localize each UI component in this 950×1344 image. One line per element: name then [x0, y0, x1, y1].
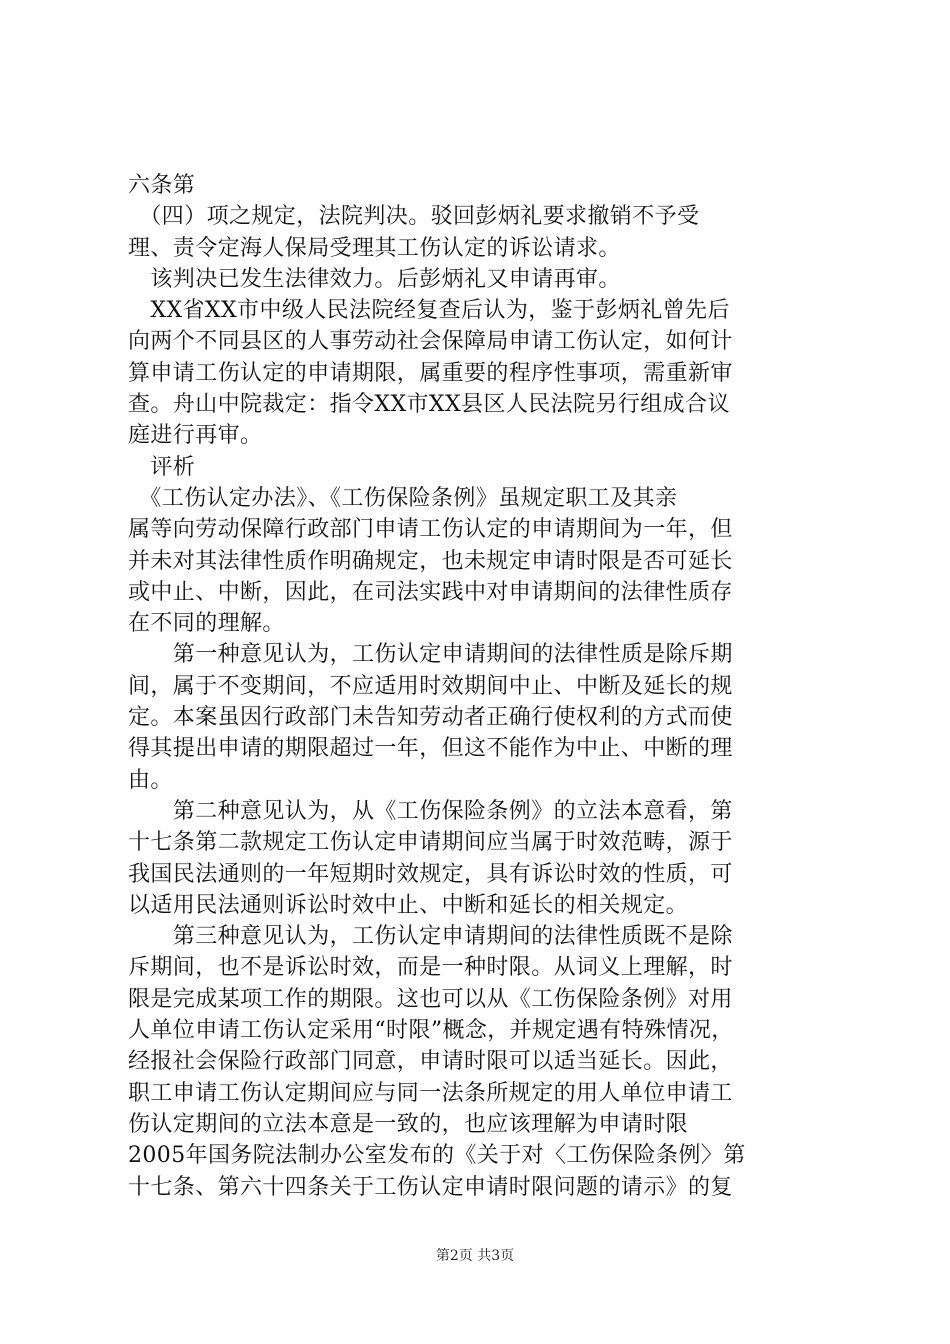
text-line: 间，属于不变期间，不应适用时效期间中止、中断及延长的规	[128, 673, 733, 699]
text-line: 限是完成某项工作的期限。这也可以从《工伤保险条例》对用	[128, 986, 733, 1012]
text-line: 属等向劳动保障行政部门申请工伤认定的申请期间为一年，但	[128, 517, 733, 543]
text-line: 向两个不同县区的人事劳动社会保障局申请工伤认定，如何计	[128, 329, 733, 355]
text-line: 十七条第二款规定工伤认定申请期间应当属于时效范畴，源于	[128, 830, 733, 856]
text-line: 十七条、第六十四条关于工伤认定申请时限问题的请示》的复	[128, 1174, 733, 1200]
text-line: （四）项之规定，法院判决。驳回彭炳礼要求撤销不予受	[128, 204, 700, 230]
text-line: 我国民法通则的一年短期时效规定，具有诉讼时效的性质，可	[128, 861, 733, 887]
text-line: 庭进行再审。	[128, 423, 263, 449]
text-line: 第三种意见认为，工伤认定申请期间的法律性质既不是除	[128, 924, 733, 950]
text-line: 理、责令定海人保局受理其工伤认定的诉讼请求。	[128, 235, 621, 261]
document-body	[128, 170, 828, 1203]
text-line: 人单位申请工伤认定采用“时限”概念，并规定遇有特殊情况，	[128, 1018, 734, 1044]
text-line: 斥期间，也不是诉讼时效，而是一种时限。从词义上理解，时	[128, 955, 733, 981]
text-line: 伤认定期间的立法本意是一致的，也应该理解为申请时限	[128, 1111, 689, 1137]
text-line: 该判决已发生法律效力。后彭炳礼又申请再审。	[128, 266, 621, 292]
text-line: XX省XX市中级人民法院经复查后认为，鉴于彭炳礼曾先后	[128, 298, 730, 324]
text-line: 或中止、中断，因此，在司法实践中对申请期间的法律性质存	[128, 579, 733, 605]
text-line: 以适用民法通则诉讼时效中止、中断和延长的相关规定。	[128, 892, 689, 918]
text-line: 第二种意见认为，从《工伤保险条例》的立法本意看，第	[128, 798, 733, 824]
text-line: 定。本案虽因行政部门未告知劳动者正确行使权利的方式而使	[128, 705, 733, 731]
text-line: 由。	[128, 767, 173, 793]
text-line: 经报社会保险行政部门同意，申请时限可以适当延长。因此，	[128, 1049, 733, 1075]
text-line: 并未对其法律性质作明确规定，也未规定申请时限是否可延长	[128, 548, 733, 574]
text-line: 《工伤认定办法》、《工伤保险条例》虽规定职工及其亲	[128, 485, 678, 511]
text-line: 得其提出申请的期限超过一年，但这不能作为中止、中断的理	[128, 736, 733, 762]
page-number: 第2页 共3页	[435, 1248, 515, 1264]
text-line: 六条第	[128, 173, 196, 198]
page-footer	[0, 1245, 950, 1265]
text-line: 职工申请工伤认定期间应与同一法条所规定的用人单位申请工	[128, 1080, 733, 1106]
text-line: 第一种意见认为，工伤认定申请期间的法律性质是除斥期	[128, 642, 733, 668]
text-line: 在不同的理解。	[128, 611, 285, 637]
text-line: 查。舟山中院裁定：指令XX市XX县区人民法院另行组成合议	[128, 392, 730, 418]
text-line: 算申请工伤认定的申请期限，属重要的程序性事项，需重新审	[128, 360, 733, 386]
section-heading: 评析	[128, 454, 196, 480]
text-line: 2005年国务院法制办公室发布的《关于对〈工伤保险条例〉第	[128, 1143, 746, 1169]
